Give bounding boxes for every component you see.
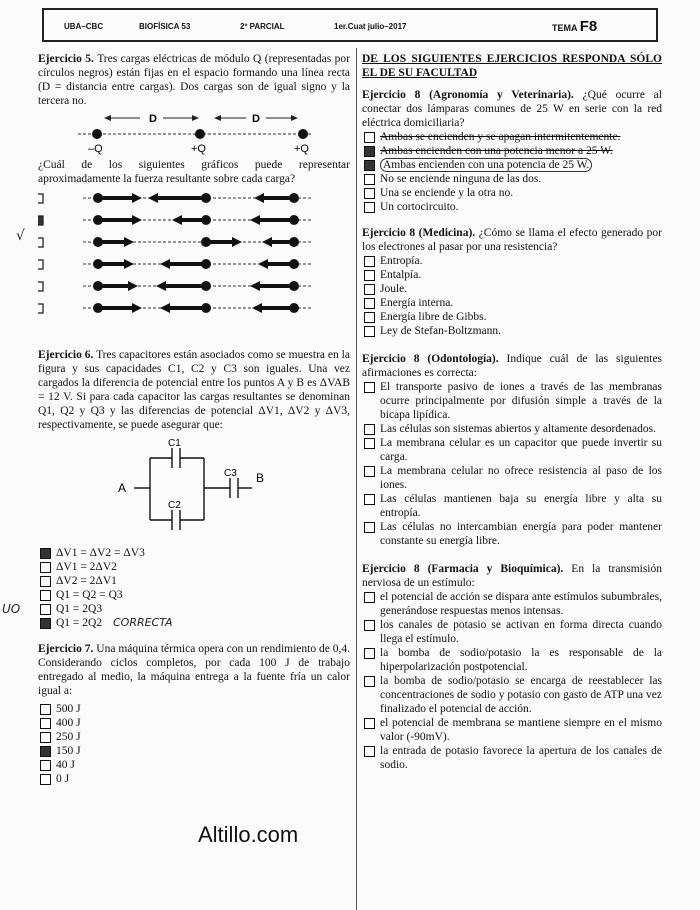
ej6-option[interactable]: ΔV1 = 2ΔV2: [38, 560, 350, 574]
distance-label: D: [149, 113, 157, 125]
distance-label: D: [252, 113, 260, 125]
exam-name: 2º PARCIAL: [240, 22, 285, 31]
capacitor-circuit-diagram: [38, 438, 350, 534]
ej6-option[interactable]: ΔV2 = 2ΔV1: [38, 574, 350, 588]
handwritten-note: CORRECTA: [112, 616, 173, 629]
odon-option[interactable]: Las células mantienen baja su energía libre y alta su entropía.: [362, 492, 662, 520]
agro-option[interactable]: Una se enciende y la otra no.: [362, 186, 662, 200]
med-option[interactable]: Energía libre de Gibbs.: [362, 310, 662, 324]
point-b-label: B: [256, 471, 265, 485]
exam-header: [42, 8, 658, 42]
c1-label: C1: [168, 438, 181, 449]
ej7-option[interactable]: 40 J: [38, 758, 350, 772]
handwritten-margin-mark: UO: [2, 602, 21, 616]
force-options-diagram[interactable]: [38, 190, 350, 314]
farm-option[interactable]: los canales de potasio se activan en forma directa cuando llega el estímulo.: [362, 618, 662, 646]
ej6-option[interactable]: ΔV1 = ΔV2 = ΔV3: [38, 546, 350, 560]
ej7-option[interactable]: 0 J: [38, 772, 350, 786]
farm-option[interactable]: el potencial de membrana se mantiene siempre en el mismo valor (-90mV).: [362, 716, 662, 744]
left-column: [2, 52, 350, 786]
agro-option[interactable]: Un cortocircuito.: [362, 200, 662, 214]
watermark: Altillo.com: [198, 822, 299, 847]
farm-option[interactable]: la bomba de sodio/potasio la es responsable de la hiperpolarización postpotencial.: [362, 646, 662, 674]
ej7-options: [38, 702, 350, 786]
institution: UBA–CBC: [64, 22, 104, 31]
ej5-question: ¿Cuál de los siguientes gráficos puede representar aproximadamente la fuerza resultante sobre cada carga?: [38, 159, 350, 185]
ej8-agro-options: [362, 130, 662, 214]
period: 1er.Cuat julio–2017: [334, 22, 407, 31]
med-option[interactable]: Joule.: [362, 282, 662, 296]
ej6-option[interactable]: Q1 = 2Q2 CORRECTA: [38, 616, 350, 630]
charge-label: +Q: [294, 143, 309, 155]
ej7-option[interactable]: 250 J: [38, 730, 350, 744]
ej8-med-statement: Ejercicio 8 (Medicina). ¿Cómo se llama el efecto generado por los electrones al pasar por una resistencia?: [362, 227, 663, 253]
odon-option[interactable]: Las células no intercambian energía para poder mantener constante su energía libre.: [362, 520, 662, 548]
column-divider: [356, 48, 357, 910]
farm-option[interactable]: el potencial de acción se dispara ante estímulos subumbrales, generándose respuestas menos intensas.: [362, 590, 662, 618]
ej7-statement: Ejercicio 7. Una máquina térmica opera con un rendimiento de 0,4. Considerando ciclos completos, por cada 100 J de trabajo entregado al medio, la máquina entrega a la fuente fría un calor igual a:: [38, 643, 350, 697]
tema: TEMA F8: [552, 18, 598, 35]
ej8-med-options: [362, 254, 662, 338]
ej5-statement: Ejercicio 5. Tres cargas eléctricas de módulo Q (representadas por círculos negros) están fijas en el espacio formando una línea recta (D = distancia entre cargas). Dos cargas son de igual signo y la tercera no.: [38, 53, 350, 107]
subject: BIOFÍSICA 53: [139, 22, 191, 31]
odon-option[interactable]: Las células son sistemas abiertos y altamente desordenados.: [362, 422, 662, 436]
section-heading: DE LOS SIGUIENTES EJERCICIOS RESPONDA SÓLO EL DE SU FACULTAD: [362, 53, 662, 79]
odon-option[interactable]: El transporte pasivo de iones a través de las membranas ocurre principalmente por difusión simple a través de la bicapa lipídica.: [362, 380, 662, 422]
farm-option[interactable]: la bomba de sodio/potasio se encarga de reestablecer las concentraciones de sodio y potasio con gasto de ATP una vez finalizado el potencial de acción.: [362, 674, 662, 716]
agro-option[interactable]: No se enciende ninguna de las dos.: [362, 172, 662, 186]
ej8-odon-options: [362, 380, 662, 548]
odon-option[interactable]: La membrana celular no ofrece resistencia al paso de los iones.: [362, 464, 662, 492]
med-option[interactable]: Ley de Stefan-Boltzmann.: [362, 324, 662, 338]
ej8-farm-statement: Ejercicio 8 (Farmacia y Bioquímica). En la transmisión nerviosa de un estímulo:: [362, 563, 662, 589]
med-option[interactable]: Entropía.: [362, 254, 662, 268]
ej6-statement: Ejercicio 6. Tres capacitores están asociados como se muestra en la figura y sus capacidades C1, C2 y C3 son iguales. Una vez cargados la diferencia de potencial entre los puntos A y B es ΔVAB = 12 V. Si para cada capacitor las cargas resultantes se denominan Q1, Q2 y Q3 y las diferencias de potencial ΔV1, ΔV2 y ΔV3, respectivamente, se puede asegurar que:: [38, 349, 350, 431]
agro-option[interactable]: Ambas se encienden y se apagan intermitentemente.: [362, 130, 662, 144]
ej8-agro-statement: Ejercicio 8 (Agronomía y Veterinaria). ¿Qué ocurre al conectar dos lámparas comunes de 25 W en serie con la red eléctrica domiciliaria?: [362, 89, 662, 129]
right-column: [362, 52, 662, 772]
charge-label: +Q: [191, 143, 206, 155]
ej7-option[interactable]: 400 J: [38, 716, 350, 730]
ej6-option[interactable]: Q1 = Q2 = Q3: [38, 588, 350, 602]
farm-option[interactable]: la entrada de potasio favorece la apertura de los canales de sodio.: [362, 744, 662, 772]
ej8-odon-statement: Ejercicio 8 (Odontología). Indique cuál de las siguientes afirmaciones es correcta:: [362, 353, 663, 379]
ej6-options: [38, 546, 350, 630]
c2-label: C2: [168, 500, 181, 511]
agro-option[interactable]: Ambas encienden con una potencia menor a 25 W.: [362, 144, 662, 158]
odon-option[interactable]: La membrana celular es un capacitor que puede invertir su carga.: [362, 436, 662, 464]
agro-option[interactable]: Ambas encienden con una potencia de 25 W.: [362, 158, 662, 172]
ej7-option[interactable]: 150 J: [38, 744, 350, 758]
ej6-option[interactable]: Q1 = 2Q3: [38, 602, 350, 616]
ej8-farm-options: [362, 590, 662, 772]
handwritten-check-icon: √: [16, 228, 25, 244]
charges-diagram: [38, 110, 350, 156]
ej7-option[interactable]: 500 J: [38, 702, 350, 716]
med-option[interactable]: Entalpía.: [362, 268, 662, 282]
charge-label: –Q: [88, 143, 103, 155]
point-a-label: A: [118, 481, 127, 495]
c3-label: C3: [224, 468, 237, 479]
med-option[interactable]: Energía interna.: [362, 296, 662, 310]
